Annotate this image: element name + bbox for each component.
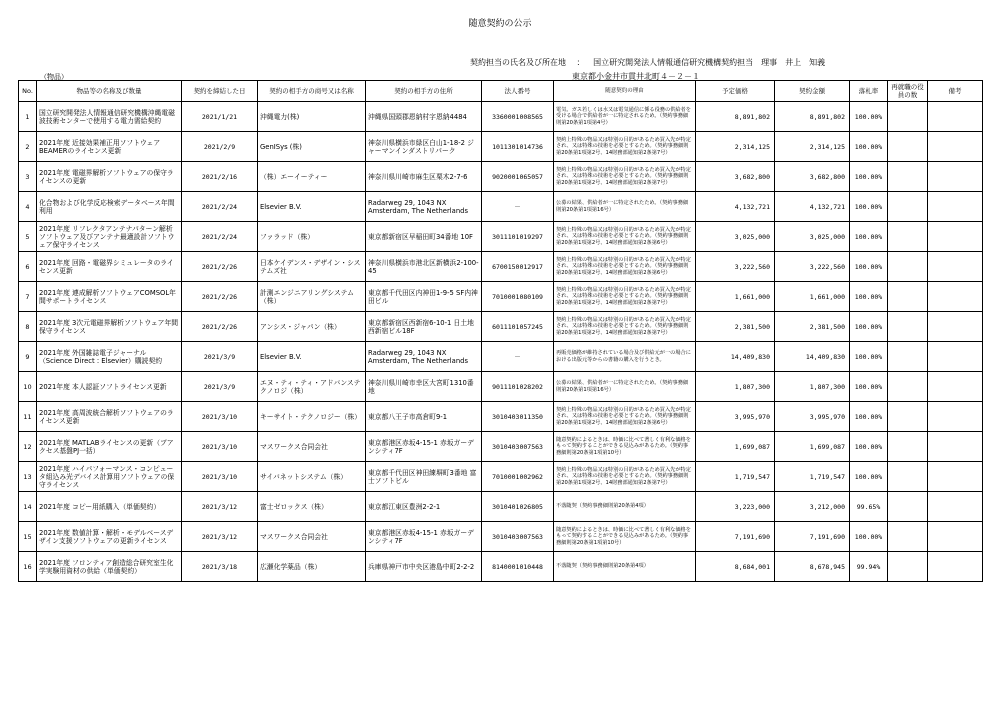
contract-date: 2021/2/26 bbox=[182, 312, 258, 342]
vendor-name: （株）エーイーティー bbox=[258, 162, 366, 192]
item-name: 2021年度 電磁界解析ソフトウェアの保守ライセンスの更新 bbox=[37, 162, 182, 192]
award-rate: 100.00% bbox=[850, 342, 888, 372]
col-header: 随意契約の理由 bbox=[554, 81, 696, 102]
contract-reason: 契約上特殊の物品又は特別の目的があるため買入先が特定され、又は特殊の技術を必要とするため。（契約事務細則第20条第1項第2号、14財務部通知第2条第6号） bbox=[554, 222, 696, 252]
contract-officer-address: 東京都小金井市貫井北町４－２－１ bbox=[572, 72, 700, 81]
contract-amount: 3,212,000 bbox=[775, 492, 850, 522]
contract-date: 2021/3/10 bbox=[182, 462, 258, 492]
row-number: 13 bbox=[19, 462, 37, 492]
row-number: 9 bbox=[19, 342, 37, 372]
remarks bbox=[928, 312, 983, 342]
rehired-officers bbox=[888, 552, 928, 582]
remarks bbox=[928, 282, 983, 312]
rehired-officers bbox=[888, 162, 928, 192]
contract-reason: 随意契約によるときは、時価に比べて著しく有利な価格をもって契約することができる見込みがあるため。（契約事務細則第20条第1項第10号） bbox=[554, 522, 696, 552]
rehired-officers bbox=[888, 282, 928, 312]
corporate-number: 6700150012917 bbox=[482, 252, 554, 282]
table-row bbox=[19, 342, 983, 372]
corporate-number: － bbox=[482, 192, 554, 222]
rehired-officers bbox=[888, 462, 928, 492]
estimated-price: 8,891,802 bbox=[696, 102, 775, 132]
award-rate: 100.00% bbox=[850, 102, 888, 132]
table-header-row bbox=[19, 81, 983, 102]
corporate-number: 3010403007563 bbox=[482, 432, 554, 462]
award-rate: 99.65% bbox=[850, 492, 888, 522]
rehired-officers bbox=[888, 102, 928, 132]
item-name: 2021年度 回路・電磁界シミュレータのライセンス更新 bbox=[37, 252, 182, 282]
vendor-name: GenISys (株) bbox=[258, 132, 366, 162]
award-rate: 100.00% bbox=[850, 402, 888, 432]
contract-date: 2021/2/24 bbox=[182, 222, 258, 252]
row-number: 16 bbox=[19, 552, 37, 582]
vendor-name: 沖縄電力(株) bbox=[258, 102, 366, 132]
rehired-officers bbox=[888, 522, 928, 552]
award-rate: 100.00% bbox=[850, 432, 888, 462]
contract-amount: 8,678,945 bbox=[775, 552, 850, 582]
vendor-address: 東京都新宿区西新宿6-10-1 日土地西新宿ビル18F bbox=[366, 312, 482, 342]
award-rate: 100.00% bbox=[850, 192, 888, 222]
contract-date: 2021/2/16 bbox=[182, 162, 258, 192]
remarks bbox=[928, 162, 983, 192]
contract-reason: 不落随契（契約事務細則第20条第4項） bbox=[554, 492, 696, 522]
contract-date: 2021/2/9 bbox=[182, 132, 258, 162]
award-rate: 100.00% bbox=[850, 372, 888, 402]
col-header: 予定価格 bbox=[696, 81, 775, 102]
table-row bbox=[19, 102, 983, 132]
item-name: 2021年度 リフレクタアンテナパターン解析ソフトウェア及びアンテナ最適設計ソフトウェア保守ライセンス bbox=[37, 222, 182, 252]
remarks bbox=[928, 462, 983, 492]
vendor-name: ファラッド（株） bbox=[258, 222, 366, 252]
table-row bbox=[19, 282, 983, 312]
col-header: 物品等の名称及び数量 bbox=[37, 81, 182, 102]
estimated-price: 8,684,001 bbox=[696, 552, 775, 582]
remarks bbox=[928, 252, 983, 282]
contract-officer-label: 契約担当の氏名及び所在地 bbox=[470, 58, 566, 67]
vendor-address: 沖縄県国頭郡恩納村字恩納4484 bbox=[366, 102, 482, 132]
table-row bbox=[19, 522, 983, 552]
contracts-table bbox=[18, 80, 983, 582]
corporate-number: 3010401026805 bbox=[482, 492, 554, 522]
col-header: 再就職の役員の数 bbox=[888, 81, 928, 102]
contract-reason: 契約上特殊の物品又は特別の目的があるため買入先が特定され、又は特殊の技術を必要とするため。（契約事務細則第20条第1項第2号、14財務部通知第2条第7号） bbox=[554, 162, 696, 192]
remarks bbox=[928, 372, 983, 402]
table-row bbox=[19, 372, 983, 402]
contract-amount: 7,191,690 bbox=[775, 522, 850, 552]
contract-amount: 3,682,800 bbox=[775, 162, 850, 192]
rehired-officers bbox=[888, 132, 928, 162]
estimated-price: 1,719,547 bbox=[696, 462, 775, 492]
vendor-name: マスワークス合同会社 bbox=[258, 432, 366, 462]
estimated-price: 7,191,690 bbox=[696, 522, 775, 552]
remarks bbox=[928, 402, 983, 432]
vendor-name: マスワークス合同会社 bbox=[258, 522, 366, 552]
contract-amount: 3,222,560 bbox=[775, 252, 850, 282]
contract-amount: 14,409,830 bbox=[775, 342, 850, 372]
vendor-name: Elsevier B.V. bbox=[258, 192, 366, 222]
contract-date: 2021/3/18 bbox=[182, 552, 258, 582]
contract-reason: 随意契約によるときは、時価に比べて著しく有利な価格をもって契約することができる見込みがあるため。（契約事務細則第20条第1項第10号） bbox=[554, 432, 696, 462]
vendor-address: 東京都八王子市高倉町9-1 bbox=[366, 402, 482, 432]
row-number: 8 bbox=[19, 312, 37, 342]
item-name: 2021年度 外国雑誌電子ジャーナル（Science Direct : Elsevier）購読契約 bbox=[37, 342, 182, 372]
corporate-number: 9011101028202 bbox=[482, 372, 554, 402]
row-number: 14 bbox=[19, 492, 37, 522]
table-row bbox=[19, 462, 983, 492]
table-row bbox=[19, 552, 983, 582]
category-label: （物品） bbox=[40, 73, 68, 81]
rehired-officers bbox=[888, 342, 928, 372]
corporate-number: 6011101057245 bbox=[482, 312, 554, 342]
estimated-price: 2,381,500 bbox=[696, 312, 775, 342]
contract-reason: 契約上特殊の物品又は特別の目的があるため買入先が特定され、又は特殊の技術を必要とするため。（契約事務細則第20条第1項第2号、14財務部通知第2条第7号） bbox=[554, 462, 696, 492]
contract-amount: 1,807,300 bbox=[775, 372, 850, 402]
corporate-number: 7010001080109 bbox=[482, 282, 554, 312]
contract-amount: 2,381,500 bbox=[775, 312, 850, 342]
contract-reason: 公募の結果、供給者が一に特定されたため。（契約事務細則第20条第1項第16号） bbox=[554, 192, 696, 222]
table-row bbox=[19, 222, 983, 252]
vendor-name: 広瀬化学薬品（株） bbox=[258, 552, 366, 582]
award-rate: 100.00% bbox=[850, 312, 888, 342]
vendor-address: 神奈川県横浜市港北区新横浜2-100-45 bbox=[366, 252, 482, 282]
remarks bbox=[928, 222, 983, 252]
contract-date: 2021/3/9 bbox=[182, 372, 258, 402]
estimated-price: 2,314,125 bbox=[696, 132, 775, 162]
vendor-address: 東京都千代田区内神田1-9-5 SF内神田ビル bbox=[366, 282, 482, 312]
row-number: 5 bbox=[19, 222, 37, 252]
contract-date: 2021/3/10 bbox=[182, 402, 258, 432]
table-row bbox=[19, 432, 983, 462]
estimated-price: 3,025,000 bbox=[696, 222, 775, 252]
award-rate: 100.00% bbox=[850, 132, 888, 162]
corporate-number: 8140001010448 bbox=[482, 552, 554, 582]
table-row bbox=[19, 252, 983, 282]
estimated-price: 3,223,000 bbox=[696, 492, 775, 522]
row-number: 6 bbox=[19, 252, 37, 282]
remarks bbox=[928, 492, 983, 522]
contract-date: 2021/2/26 bbox=[182, 252, 258, 282]
table-row bbox=[19, 492, 983, 522]
vendor-address: 東京都江東区豊洲2-2-1 bbox=[366, 492, 482, 522]
corporate-number: 7010001002962 bbox=[482, 462, 554, 492]
contract-amount: 1,661,000 bbox=[775, 282, 850, 312]
table-row bbox=[19, 192, 983, 222]
item-name: 2021年度 本人認証ソフトライセンス更新 bbox=[37, 372, 182, 402]
row-number: 1 bbox=[19, 102, 37, 132]
col-header: 落札率 bbox=[850, 81, 888, 102]
vendor-address: 東京都新宿区早稲田町34番地 10F bbox=[366, 222, 482, 252]
row-number: 7 bbox=[19, 282, 37, 312]
award-rate: 100.00% bbox=[850, 282, 888, 312]
vendor-address: 神奈川県川崎市幸区大宮町1310番地 bbox=[366, 372, 482, 402]
item-name: 2021年度 連成解析ソフトウェアCOMSOL年間サポートライセンス bbox=[37, 282, 182, 312]
col-header: No. bbox=[19, 81, 37, 102]
remarks bbox=[928, 522, 983, 552]
rehired-officers bbox=[888, 492, 928, 522]
item-name: 2021年度 コピー用紙購入（単価契約） bbox=[37, 492, 182, 522]
contract-officer bbox=[470, 57, 825, 68]
contract-date: 2021/1/21 bbox=[182, 102, 258, 132]
contract-date: 2021/3/12 bbox=[182, 522, 258, 552]
item-name: 化合物および化学反応検索データベース年間利用 bbox=[37, 192, 182, 222]
estimated-price: 3,222,560 bbox=[696, 252, 775, 282]
contract-date: 2021/3/9 bbox=[182, 342, 258, 372]
row-number: 3 bbox=[19, 162, 37, 192]
row-number: 12 bbox=[19, 432, 37, 462]
rehired-officers bbox=[888, 432, 928, 462]
vendor-address: 東京都港区赤坂4-15-1 赤坂ガーデンシティ7F bbox=[366, 522, 482, 552]
award-rate: 99.94% bbox=[850, 552, 888, 582]
rehired-officers bbox=[888, 222, 928, 252]
row-number: 15 bbox=[19, 522, 37, 552]
contract-amount: 3,025,000 bbox=[775, 222, 850, 252]
award-rate: 100.00% bbox=[850, 222, 888, 252]
row-number: 11 bbox=[19, 402, 37, 432]
contract-amount: 8,891,802 bbox=[775, 102, 850, 132]
contract-reason: 契約上特殊の物品又は特別の目的があるため買入先が特定され、又は特殊の技術を必要とするため。（契約事務細則第20条第1項第2号、14財務部通知第2条第6号） bbox=[554, 252, 696, 282]
estimated-price: 4,132,721 bbox=[696, 192, 775, 222]
vendor-name: アンシス・ジャパン（株） bbox=[258, 312, 366, 342]
vendor-name: 計測エンジニアリングシステム（株） bbox=[258, 282, 366, 312]
vendor-address: Radarweg 29, 1043 NX Amsterdam, The Netherlands bbox=[366, 342, 482, 372]
award-rate: 100.00% bbox=[850, 252, 888, 282]
col-header: 法人番号 bbox=[482, 81, 554, 102]
contract-officer-separator: ： bbox=[576, 58, 585, 67]
contract-date: 2021/3/12 bbox=[182, 492, 258, 522]
corporate-number: 9020001065057 bbox=[482, 162, 554, 192]
contract-amount: 2,314,125 bbox=[775, 132, 850, 162]
vendor-address: Radarweg 29, 1043 NX Amsterdam, The Netherlands bbox=[366, 192, 482, 222]
item-name: 2021年度 数値計算・解析・モデルベースデザイン支援ソフトウェアの更新ライセンス bbox=[37, 522, 182, 552]
item-name: 2021年度 近接効果補正用ソフトウェアBEAMERのライセンス更新 bbox=[37, 132, 182, 162]
remarks bbox=[928, 132, 983, 162]
rehired-officers bbox=[888, 402, 928, 432]
item-name: 2021年度 3次元電磁界解析ソフトウェア年間保守ライセンス bbox=[37, 312, 182, 342]
page-title: 随意契約の公示 bbox=[468, 19, 532, 29]
item-name: 2021年度 高周波統合解析ソフトウェアのライセンス更新 bbox=[37, 402, 182, 432]
contract-officer-name: 国立研究開発法人情報通信研究機構契約担当 理事 井上 知義 bbox=[593, 58, 826, 67]
estimated-price: 1,807,300 bbox=[696, 372, 775, 402]
contract-amount: 1,699,087 bbox=[775, 432, 850, 462]
item-name: 2021年度 MATLABライセンスの更新（ブアクセス基盤PJ一括） bbox=[37, 432, 182, 462]
estimated-price: 1,699,087 bbox=[696, 432, 775, 462]
remarks bbox=[928, 432, 983, 462]
item-name: 2021年度 フロンティア創造総合研究室生化学実験用資材の供給（単価契約） bbox=[37, 552, 182, 582]
rehired-officers bbox=[888, 372, 928, 402]
estimated-price: 3,995,970 bbox=[696, 402, 775, 432]
contract-reason: 不落随契（契約事務細則第20条第4項） bbox=[554, 552, 696, 582]
contract-reason: 電気、ガス若しくは水又は電気通信に係る役務の供給者を受ける場合で供給者が一に特定されるため。（契約事務細則第20条第1項第4号） bbox=[554, 102, 696, 132]
table-row bbox=[19, 162, 983, 192]
contract-reason: 契約上特殊の物品又は特別の目的があるため買入先が特定され、又は特殊の技術を必要とするため。（契約事務細則第20条第1項第2号、14財務部通知第2条第7号） bbox=[554, 312, 696, 342]
rehired-officers bbox=[888, 252, 928, 282]
corporate-number: － bbox=[482, 342, 554, 372]
estimated-price: 3,682,800 bbox=[696, 162, 775, 192]
row-number: 10 bbox=[19, 372, 37, 402]
vendor-address: 東京都港区赤坂4-15-1 赤坂ガーデンシティ7F bbox=[366, 432, 482, 462]
corporate-number: 1011301014736 bbox=[482, 132, 554, 162]
row-number: 4 bbox=[19, 192, 37, 222]
remarks bbox=[928, 192, 983, 222]
vendor-name: Elsevier B.V. bbox=[258, 342, 366, 372]
table-row bbox=[19, 402, 983, 432]
col-header: 契約を締結した日 bbox=[182, 81, 258, 102]
item-name: 2021年度 ハイパフォーマンス・コンピュータ組込み光デバイス計算用ソフトウェアの保守ライセンス bbox=[37, 462, 182, 492]
corporate-number: 3360001008565 bbox=[482, 102, 554, 132]
estimated-price: 14,409,830 bbox=[696, 342, 775, 372]
vendor-address: 神奈川県川崎市麻生区栗木2-7-6 bbox=[366, 162, 482, 192]
remarks bbox=[928, 552, 983, 582]
contract-date: 2021/2/24 bbox=[182, 192, 258, 222]
corporate-number: 3010403007563 bbox=[482, 522, 554, 552]
estimated-price: 1,661,000 bbox=[696, 282, 775, 312]
award-rate: 100.00% bbox=[850, 522, 888, 552]
rehired-officers bbox=[888, 192, 928, 222]
contract-amount: 3,995,970 bbox=[775, 402, 850, 432]
remarks bbox=[928, 102, 983, 132]
col-header: 契約の相手方の住所 bbox=[366, 81, 482, 102]
col-header: 備考 bbox=[928, 81, 983, 102]
vendor-name: サイバネットシステム（株） bbox=[258, 462, 366, 492]
rehired-officers bbox=[888, 312, 928, 342]
contract-date: 2021/3/10 bbox=[182, 432, 258, 462]
table-row bbox=[19, 132, 983, 162]
contract-amount: 1,719,547 bbox=[775, 462, 850, 492]
vendor-name: 日本ケイデンス・デザイン・システムズ社 bbox=[258, 252, 366, 282]
corporate-number: 3010403011350 bbox=[482, 402, 554, 432]
contract-reason: 公募の結果、供給者が一に特定されたため。（契約事務細則第20条第1項第16号） bbox=[554, 372, 696, 402]
vendor-name: キーサイト・テクノロジー（株） bbox=[258, 402, 366, 432]
contract-reason: 契約上特殊の物品又は特別の目的があるため買入先が特定され、又は特殊の技術を必要とするため。（契約事務細則第20条第1項第2号、14財務部通知第2条第7号） bbox=[554, 282, 696, 312]
item-name: 国立研究開発法人情報通信研究機構沖縄電磁波技術センターで使用する電力需給契約 bbox=[37, 102, 182, 132]
vendor-address: 神奈川県横浜市緑区白山1-18-2 ジャーマンインダストリパーク bbox=[366, 132, 482, 162]
award-rate: 100.00% bbox=[850, 162, 888, 192]
corporate-number: 3011101019297 bbox=[482, 222, 554, 252]
col-header: 契約金額 bbox=[775, 81, 850, 102]
remarks bbox=[928, 342, 983, 372]
vendor-name: エヌ・ティ・ティ・アドバンステクノロジ（株） bbox=[258, 372, 366, 402]
vendor-address: 兵庫県神戸市中央区港島中町2-2-2 bbox=[366, 552, 482, 582]
contract-reason: 契約上特殊の物品又は特別の目的があるため買入先が特定され、又は特殊の技術を必要とするため。（契約事務細則第20条第1項第2号、14財務部通知第2条第6号） bbox=[554, 402, 696, 432]
table-row bbox=[19, 312, 983, 342]
contract-reason: 契約上特殊の物品又は特別の目的があるため買入先が特定され、又は特殊の技術を必要とするため。（契約事務細則第20条第1項第2号、14財務部通知第2条第7号） bbox=[554, 132, 696, 162]
contract-amount: 4,132,721 bbox=[775, 192, 850, 222]
award-rate: 100.00% bbox=[850, 462, 888, 492]
vendor-address: 東京都千代田区神田練塀町3番地 富士ソフトビル bbox=[366, 462, 482, 492]
row-number: 2 bbox=[19, 132, 37, 162]
contract-reason: 再販売価格が維持されている場合及び供給元が一の場合における出版元等からの書籍の購入を行うとき。 bbox=[554, 342, 696, 372]
col-header: 契約の相手方の商号又は名称 bbox=[258, 81, 366, 102]
contract-date: 2021/2/26 bbox=[182, 282, 258, 312]
vendor-name: 富士ゼロックス（株） bbox=[258, 492, 366, 522]
